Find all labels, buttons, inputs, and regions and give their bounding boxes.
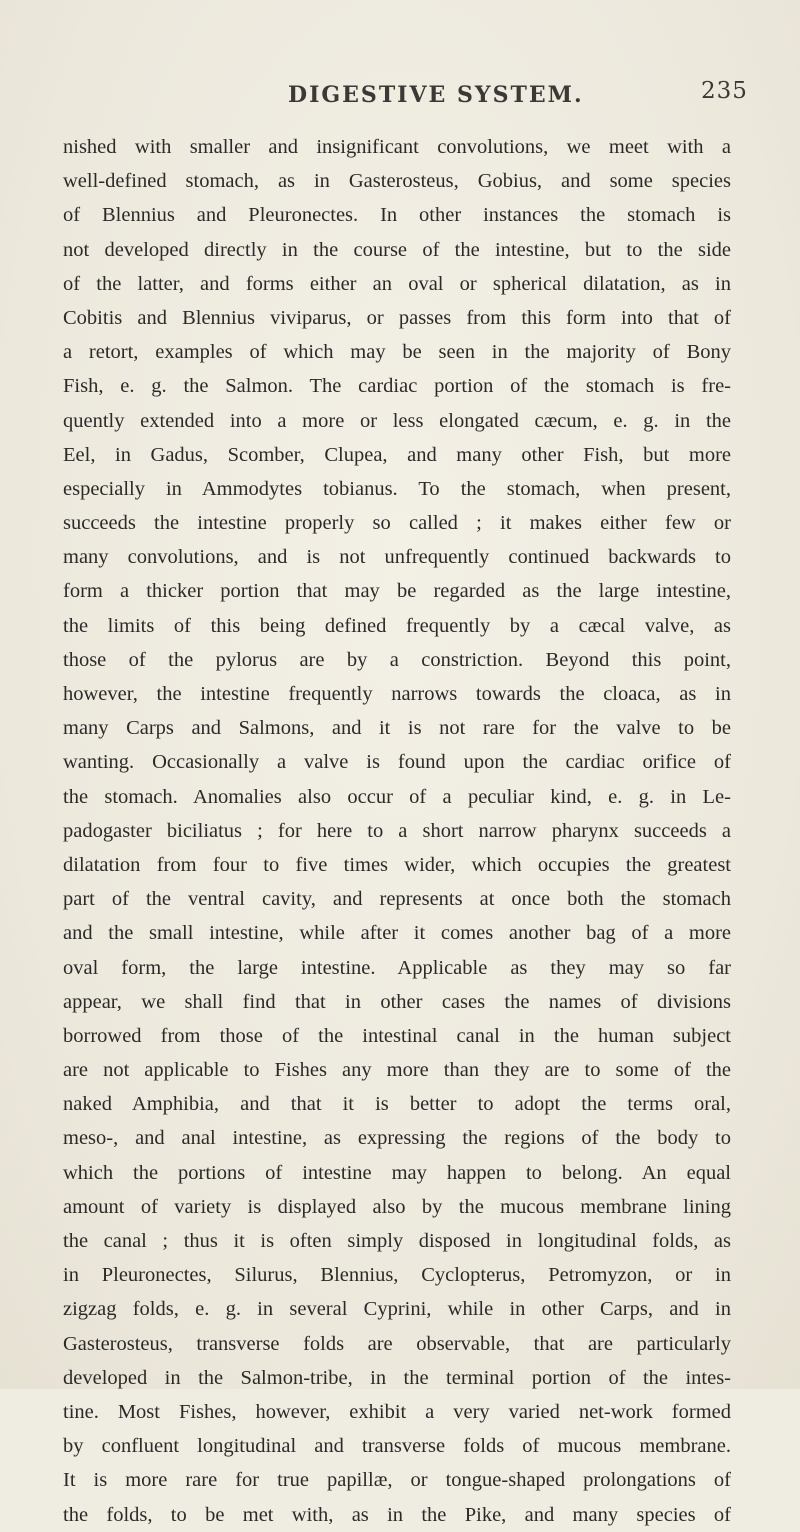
text-line: meso-, and anal intestine, as expressing the regions of the body to [63, 1127, 731, 1150]
text-line: Eel, in Gadus, Scomber, Clupea, and many other Fish, but more [63, 443, 731, 466]
text-line: of Blennius and Pleuronectes. In other instances the stomach is [63, 204, 731, 227]
text-line: those of the pylorus are by a constriction. Beyond this point, [63, 648, 731, 671]
text-line: It is more rare for true papillæ, or tongue-shaped prolongations of [63, 1469, 731, 1492]
body-text [63, 130, 731, 1532]
text-line: well-defined stomach, as in Gasterosteus, Gobius, and some species [63, 170, 731, 193]
text-line: form a thicker portion that may be regarded as the large intestine, [63, 580, 731, 603]
text-line: tine. Most Fishes, however, exhibit a very varied net-work formed [63, 1400, 731, 1423]
text-line: the stomach. Anomalies also occur of a peculiar kind, e. g. in Le- [63, 785, 731, 808]
text-line: the canal ; thus it is often simply disposed in longitudinal folds, as [63, 1230, 731, 1252]
text-line: Gasterosteus, transverse folds are observable, that are particularly [63, 1332, 731, 1355]
text-line: borrowed from those of the intestinal canal in the human subject [63, 1024, 731, 1047]
text-line: the limits of this being defined frequently by a cæcal valve, as [63, 614, 731, 637]
text-line: Cobitis and Blennius viviparus, or passes from this form into that of [63, 306, 731, 329]
text-line: many convolutions, and is not unfrequently continued backwards to [63, 546, 731, 569]
text-line: by confluent longitudinal and transverse folds of mucous membrane. [63, 1435, 731, 1458]
text-line: and the small intestine, while after it comes another bag of a more [63, 922, 731, 945]
text-line: are not applicable to Fishes any more than they are to some of the [63, 1059, 731, 1082]
text-line: which the portions of intestine may happen to belong. An equal [63, 1161, 731, 1184]
text-line: oval form, the large intestine. Applicable as they may so far [63, 956, 731, 979]
text-line: succeeds the intestine properly so called ; it makes either few or [63, 512, 731, 535]
text-line: of the latter, and forms either an oval or spherical dilatation, as in [63, 272, 731, 295]
text-line: many Carps and Salmons, and it is not rare for the valve to be [63, 717, 731, 740]
text-line: not developed directly in the course of the intestine, but to the side [63, 238, 731, 261]
text-line: the folds, to be met with, as in the Pike, and many species of [63, 1503, 731, 1526]
running-head: DIGESTIVE SYSTEM. [288, 82, 584, 108]
page-number: 235 [701, 78, 748, 104]
text-line: naked Amphibia, and that it is better to adopt the terms oral, [63, 1093, 731, 1116]
text-line: Fish, e. g. the Salmon. The cardiac portion of the stomach is fre- [63, 375, 731, 398]
text-line: however, the intestine frequently narrows towards the cloaca, as in [63, 683, 731, 705]
text-line: appear, we shall find that in other cases the names of divisions [63, 990, 731, 1013]
text-line: part of the ventral cavity, and represents at once both the stomach [63, 888, 731, 911]
text-line: dilatation from four to five times wider, which occupies the greatest [63, 853, 731, 876]
text-line: especially in Ammodytes tobianus. To the stomach, when present, [63, 477, 731, 500]
text-line: zigzag folds, e. g. in several Cyprini, while in other Carps, and in [63, 1298, 731, 1321]
text-line: quently extended into a more or less elongated cæcum, e. g. in the [63, 409, 731, 432]
text-line: developed in the Salmon-tribe, in the terminal portion of the intes- [63, 1366, 731, 1389]
text-line: a retort, examples of which may be seen in the majority of Bony [63, 341, 731, 364]
text-line: padogaster biciliatus ; for here to a short narrow pharynx succeeds a [63, 819, 731, 842]
text-line: wanting. Occasionally a valve is found upon the cardiac orifice of [63, 751, 731, 774]
text-line: amount of variety is displayed also by the mucous membrane lining [63, 1195, 731, 1218]
text-line: nished with smaller and insignificant convolutions, we meet with a [63, 136, 731, 158]
text-line: in Pleuronectes, Silurus, Blennius, Cyclopterus, Petromyzon, or in [63, 1264, 731, 1287]
page-header [0, 78, 800, 114]
